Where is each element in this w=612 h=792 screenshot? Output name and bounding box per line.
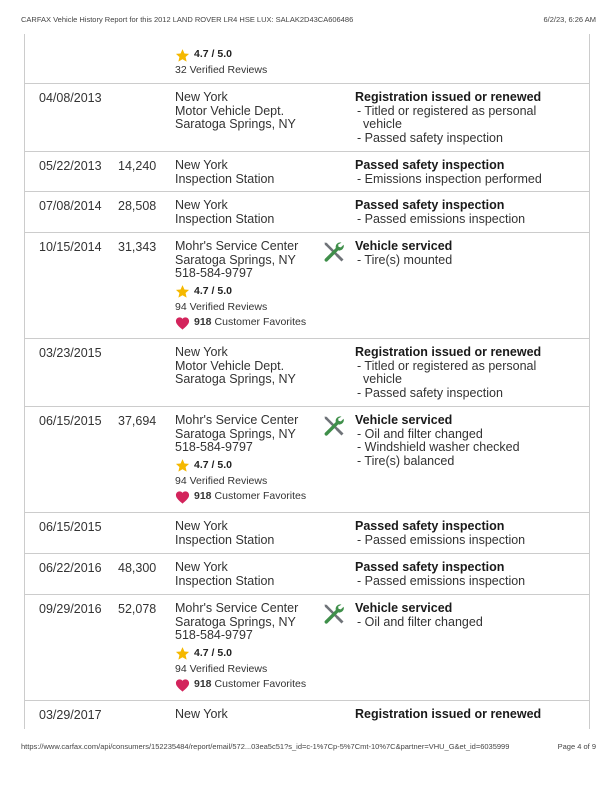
odometer: 37,694 [118, 414, 157, 428]
table-row [25, 553, 589, 595]
event-date: 03/29/2017 [39, 708, 102, 722]
event-date: 06/22/2016 [39, 561, 102, 575]
event-detail: - Titled or registered as personal vehicle [357, 358, 537, 386]
print-datetime: 6/2/23, 6:26 AM [543, 15, 596, 24]
event-date: 07/08/2014 [39, 199, 102, 213]
star-icon [175, 646, 190, 661]
source-line: Mohr's Service Center [175, 413, 299, 427]
event-title: Vehicle serviced [355, 413, 453, 427]
table-row [25, 191, 589, 233]
event-detail: - Windshield washer checked [357, 440, 520, 454]
source-line: Mohr's Service Center [175, 239, 299, 253]
event-date: 06/15/2015 [39, 414, 102, 428]
rating: 4.7 / 5.0 [175, 458, 323, 474]
source-line: New York [175, 90, 228, 104]
source [175, 240, 323, 330]
event-title: Registration issued or renewed [355, 345, 542, 359]
source [175, 520, 323, 547]
source [175, 561, 323, 588]
source-line: Inspection Station [175, 171, 275, 186]
source [175, 199, 323, 226]
table-row [25, 83, 589, 152]
page-footer [21, 742, 596, 751]
rating: 4.7 / 5.0 [175, 47, 323, 63]
customer-favorites: 918 Customer Favorites [175, 316, 323, 330]
customer-favorites: 918 Customer Favorites [175, 678, 323, 692]
source [175, 91, 323, 132]
event-detail: - Tire(s) balanced [357, 453, 455, 468]
source-line: Saratoga Springs, NY [175, 614, 296, 629]
event-detail: - Tire(s) mounted [357, 252, 453, 267]
event-title: Passed safety inspection [355, 560, 505, 574]
event-date: 06/15/2015 [39, 520, 102, 534]
source-line: Inspection Station [175, 532, 275, 547]
source [175, 602, 323, 692]
odometer: 31,343 [118, 240, 157, 254]
star-icon [175, 48, 190, 63]
comments [355, 240, 560, 267]
comments [355, 708, 560, 722]
table-row [25, 338, 589, 407]
source-line: Inspection Station [175, 211, 275, 226]
footer-url: https://www.carfax.com/api/consumers/152235484/report/email/572...03ea5c51?s_id=c-1%7Cp-5%7Cmt-10%7C&partner=VHU_G&et_id=6035999 [21, 742, 510, 751]
source-line: Saratoga Springs, NY [175, 252, 296, 267]
comments [355, 561, 560, 588]
report-title: CARFAX Vehicle History Report for this 2012 LAND ROVER LR4 HSE LUX: SALAK2D43CA606486 [21, 15, 354, 24]
event-detail: - Passed emissions inspection [357, 573, 526, 588]
wrench-screwdriver-icon [322, 602, 346, 626]
page-number: Page 4 of 9 [557, 742, 596, 751]
comments [355, 199, 560, 226]
history-table [24, 34, 590, 729]
reviews-count[interactable]: 94 Verified Reviews [175, 662, 268, 675]
event-date: 10/15/2014 [39, 240, 102, 254]
table-row [25, 512, 589, 554]
event-detail: - Oil and filter changed [357, 426, 483, 441]
event-date: 05/22/2013 [39, 159, 102, 173]
event-title: Passed safety inspection [355, 158, 505, 172]
table-row [25, 151, 589, 192]
table-row [25, 700, 589, 729]
event-detail: - Oil and filter changed [357, 614, 483, 629]
comments [355, 602, 560, 629]
star-icon [175, 458, 190, 473]
source-line: New York [175, 519, 228, 533]
heart-icon [175, 490, 190, 504]
comments [355, 520, 560, 547]
source-line: New York [175, 345, 228, 359]
source-line: Motor Vehicle Dept. [175, 358, 285, 373]
source-line: New York [175, 158, 228, 172]
wrench-screwdriver-icon [322, 240, 346, 264]
heart-icon [175, 678, 190, 692]
source-line: Saratoga Springs, NY [175, 426, 296, 441]
event-title: Registration issued or renewed [355, 707, 542, 721]
comments [355, 91, 560, 145]
comments [355, 346, 560, 400]
event-date: 03/23/2015 [39, 346, 102, 360]
source-line: 518-584-9797 [175, 266, 253, 280]
rating: 4.7 / 5.0 [175, 284, 323, 300]
table-row [25, 232, 589, 339]
reviews-count[interactable]: 94 Verified Reviews [175, 474, 268, 487]
source-line: 518-584-9797 [175, 628, 253, 642]
event-detail: - Emissions inspection performed [357, 171, 542, 186]
source-line: Inspection Station [175, 573, 275, 588]
wrench-screwdriver-icon [322, 414, 346, 438]
table-row [25, 34, 589, 84]
page-header [21, 15, 596, 24]
comments [355, 159, 560, 186]
customer-favorites: 918 Customer Favorites [175, 490, 323, 504]
odometer: 14,240 [118, 159, 157, 173]
odometer: 52,078 [118, 602, 157, 616]
event-date: 09/29/2016 [39, 602, 102, 616]
event-title: Registration issued or renewed [355, 90, 542, 104]
source [175, 346, 323, 387]
event-date: 04/08/2013 [39, 91, 102, 105]
source-line: Saratoga Springs, NY [175, 372, 296, 386]
source [175, 159, 323, 186]
source [175, 414, 323, 504]
source-line: Motor Vehicle Dept. [175, 103, 285, 118]
event-detail: - Passed emissions inspection [357, 532, 526, 547]
event-title: Passed safety inspection [355, 519, 505, 533]
source-line: New York [175, 198, 228, 212]
odometer: 48,300 [118, 561, 157, 575]
comments [355, 414, 560, 468]
source-line: New York [175, 560, 228, 574]
source [175, 708, 323, 722]
event-title: Vehicle serviced [355, 601, 453, 615]
star-icon [175, 284, 190, 299]
event-detail: - Passed safety inspection [357, 130, 503, 145]
source-line: 518-584-9797 [175, 440, 253, 454]
table-row [25, 406, 589, 513]
event-detail: - Titled or registered as personal vehicle [357, 103, 537, 131]
event-detail: - Passed emissions inspection [357, 211, 526, 226]
rating: 4.7 / 5.0 [175, 646, 323, 662]
table-row [25, 594, 589, 701]
reviews-count[interactable]: 94 Verified Reviews [175, 300, 268, 313]
odometer: 28,508 [118, 199, 157, 213]
event-title: Passed safety inspection [355, 198, 505, 212]
event-detail: - Passed safety inspection [357, 385, 503, 400]
reviews-count[interactable]: 32 Verified Reviews [175, 64, 268, 76]
source-line: Mohr's Service Center [175, 601, 299, 615]
source-line: Saratoga Springs, NY [175, 117, 296, 131]
event-title: Vehicle serviced [355, 239, 453, 253]
heart-icon [175, 316, 190, 330]
source-line: New York [175, 707, 228, 721]
